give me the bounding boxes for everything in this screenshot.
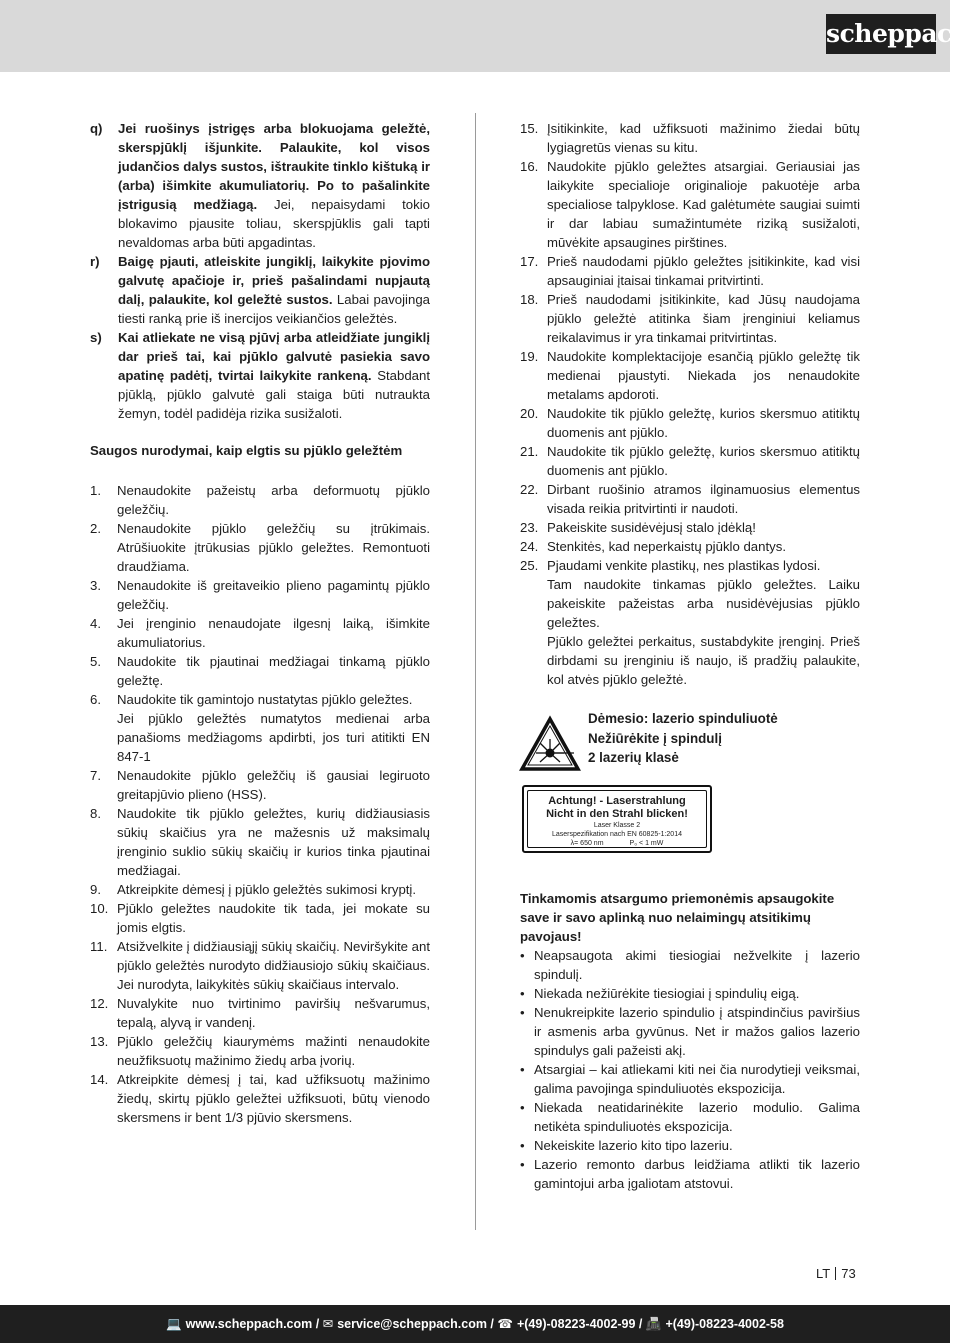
list-item — [520, 518, 860, 537]
bullet-text: Neapsaugota akimi tiesiogiai nežvelkite į lazerio spindulį. — [534, 948, 860, 982]
item-number: 6. — [90, 692, 101, 707]
item-number: 18. — [520, 292, 539, 307]
list-item — [520, 252, 860, 290]
item-number: 11. — [90, 939, 108, 954]
left-column — [90, 119, 430, 1127]
laser-warning-icon — [520, 717, 580, 771]
item-text: Nuvalykite nuo tvirtinimo paviršių nešvarumus, tepalą, alyvą ir vandenį. — [117, 996, 430, 1030]
item-bold-text: Jei ruošinys įstrigęs arba blokuojama geležtė, skerspjūklį išjunkite. Palaukite, kol visos judančios dalys sustos, ištraukite tinklo kištuką ir (arba) išimkite akumuliatorių. Po to pašalinkite įstrigusią medžiagą. — [118, 121, 430, 212]
item-number: 24. — [520, 539, 539, 554]
list-item — [90, 576, 430, 614]
brand-logo: scheppach — [826, 14, 936, 54]
item-text: Nenaudokite iš greitaveikio plieno pagamintų pjūklo geležčių. — [117, 578, 430, 612]
item-text: Atkreipkite dėmesį į tai, kad užfiksuotų mažinimo žiedų, skirtų pjūklo geležtei užfiksuoti, būtų vienodo skersmens ir bent 1/3 pjūvio skersmens. — [117, 1072, 430, 1125]
list-item — [90, 519, 430, 576]
bullet-text: Nenukreipkite lazerio spindulio į atspindinčius paviršius ir asmenis arba gyvūnus. Net ir mažos galios lazerio spindulys gali pažeisti akį. — [534, 1005, 860, 1058]
item-text: Atkreipkite dėmesį į pjūklo geležtės sukimosi kryptį. — [117, 882, 417, 897]
bullet-item: • Nekeiskite lazerio kito tipo lazeriu. — [520, 1136, 860, 1155]
item-number: 16. — [520, 159, 539, 174]
label-line: Laser Klasse 2 — [593, 822, 641, 829]
list-item — [520, 157, 860, 252]
bullet-text: Nekeiskite lazerio kito tipo lazeriu. — [534, 1138, 733, 1153]
list-item — [90, 880, 430, 899]
item-bold-text: Kai atliekate ne visą pjūvį arba atleidžiate jungiklį dar prieš tai, kai pjūklo galvutė pasiekia savo apatinę padėtį, tvirtai laikykite rankeną. — [118, 330, 430, 383]
footer-bar — [0, 1305, 950, 1343]
list-item — [90, 766, 430, 804]
item-number: 22. — [520, 482, 539, 497]
item-number: 5. — [90, 654, 101, 669]
item-bold-text: Baigę pjauti, atleiskite jungiklį, laikykite pjovimo galvutę apačioje ir, prieš pašalindami nupjautą dalį, palaukite, kol geležtė sustos. — [118, 254, 430, 307]
item-number: 19. — [520, 349, 539, 364]
item-text: Jei, nepaisydami tokio blokavimo pjausite toliau, skerspjūklis gali tapti nevaldomas arba būti apgadintas. — [118, 197, 430, 250]
list-item — [90, 994, 430, 1032]
page-language: LT — [816, 1266, 831, 1281]
item-number: 17. — [520, 254, 539, 269]
mail-icon: ✉ — [322, 1317, 334, 1331]
item-label: s) — [90, 330, 102, 345]
item-text: Dirbant ruošinio atramos ilginamuosius elementus visada reikia pritvirtinti ir naudoti. — [547, 482, 860, 516]
list-item — [90, 1032, 430, 1070]
item-number: 20. — [520, 406, 539, 421]
item-number: 9. — [90, 882, 101, 897]
item-text: Pjaudami venkite plastikų, nes plastikas lydosi. — [547, 558, 821, 573]
item-text: Prieš naudodami pjūklo geležtes įsitikinkite, kad visi apsauginiai įtaisai tinkamai pritvirtinti. — [547, 254, 860, 288]
laser-warning-block — [520, 709, 860, 889]
item-number: 23. — [520, 520, 539, 535]
item-text: Stabdant pjūklą, pjūklo galvutė gali staiga būti nutraukta žemyn, todėl padidėja rizika susižaloti. — [118, 368, 430, 421]
item-label: q) — [90, 121, 103, 136]
item-number: 2. — [90, 521, 101, 536]
label-power: P₀ < 1 mW — [629, 840, 664, 847]
item-number: 7. — [90, 768, 101, 783]
item-text: Prieš naudodami įsitikinkite, kad Jūsų naudojama pjūklo geležtė atitinka šiam įrenginiui keliamus reikalavimus ir yra tinkamai pritvirtintas. — [547, 292, 860, 345]
item-text: Naudokite tik pjūklo geležtes, kurių didžiausiasis sūkių skaičius yra ne mažesnis už maksimalų įrenginio suklio sūkių skaičių ir kurios tinka pjautinai medžiagai. — [117, 806, 430, 878]
list-item — [520, 119, 860, 157]
footer-fax[interactable]: +(49)-08223-4002-58 — [665, 1317, 784, 1331]
item-text: Naudokite tik pjūklo geležtę, kurios skersmuo atitiktų duomenis ant pjūklo. — [547, 444, 860, 478]
label-line: Laserspezifikation nach EN 60825-1:2014 — [552, 831, 682, 838]
section-heading: Saugos nurodymai, kaip elgtis su pjūklo geležtėm — [90, 443, 403, 458]
item-number: 1. — [90, 483, 101, 498]
item-text-continued: Tam naudokite tinkamas pjūklo geležtes. Laiku pakeiskite pažeistas arba nusidėvėjusias pjūklo geležtes. — [547, 577, 860, 630]
bullet-item: • Neapsaugota akimi tiesiogiai nežvelkite į lazerio spindulį. — [520, 948, 860, 982]
list-item — [520, 442, 860, 480]
item-text: Naudokite tik pjūklo geležtę, kurios skersmuo atitiktų duomenis ant pjūklo. — [547, 406, 860, 440]
footer-email[interactable]: service@scheppach.com / — [337, 1317, 494, 1331]
item-number: 8. — [90, 806, 101, 821]
laser-class-label — [522, 785, 712, 853]
warning-line: Dėmesio: lazerio spinduliuotė — [588, 711, 778, 726]
computer-icon: 💻 — [166, 1317, 182, 1331]
list-item — [520, 537, 860, 556]
bullet-item: • Atsargiai – kai atliekami kiti nei čia nurodytieji veiksmai, galima pavojinga spinduliuotės ekspozicija. — [520, 1062, 860, 1096]
list-item — [520, 290, 860, 347]
phone-icon: ☎ — [497, 1317, 513, 1331]
header-bar — [0, 0, 969, 72]
item-text-continued: Pjūklo geležtei perkaitus, sustabdykite įrenginį. Prieš dirbdami su įrenginiu iš naujo, iš pradžių palaukite, kol atvės pjūklo geležtė. — [547, 634, 860, 687]
bullet-text: Lazerio remonto darbus leidžiama atlikti tik lazerio gamintojui arba įgaliotam atstovui. — [534, 1157, 860, 1191]
column-divider — [475, 113, 476, 1230]
list-item — [90, 652, 430, 690]
item-number: 12. — [90, 996, 109, 1011]
item-number: 3. — [90, 578, 101, 593]
list-item — [520, 480, 860, 518]
bullet-text: Niekada nežiūrėkite tiesiogiai į spindulių eigą. — [534, 986, 800, 1001]
item-number: 4. — [90, 616, 101, 631]
footer-phone[interactable]: +(49)-08223-4002-99 / — [516, 1317, 643, 1331]
item-text: Įsitikinkite, kad užfiksuoti mažinimo žiedai būtų lygiagretūs vienas su kitu. — [547, 121, 860, 155]
page-number-value: 73 — [841, 1266, 856, 1281]
fax-icon: 📠 — [645, 1317, 662, 1331]
item-text: Labai pavojinga tiesti ranką prie iš inercijos veikiančios geležtės. — [118, 292, 430, 326]
laser-warning-text — [588, 709, 778, 768]
list-item — [520, 556, 860, 689]
list-item — [520, 347, 860, 404]
list-item — [90, 937, 430, 994]
list-item — [90, 614, 430, 652]
label-wavelength: λ= 650 nm — [570, 840, 604, 847]
item-text: Naudokite komplektacijoje esančią pjūklo geležtę tik medienai pjaustyti. Niekada jos nenaudokite metalams apdoroti. — [547, 349, 860, 402]
item-number: 25. — [520, 558, 539, 573]
item-number: 13. — [90, 1034, 109, 1049]
bullet-text: Atsargiai – kai atliekami kiti nei čia nurodytieji veiksmai, galima pavojinga spinduliuotės ekspozicija. — [534, 1062, 860, 1096]
list-item — [90, 1070, 430, 1127]
item-text: Stenkitės, kad neperkaistų pjūklo dantys. — [547, 539, 786, 554]
page-number — [816, 1266, 856, 1281]
item-number: 21. — [520, 444, 539, 459]
item-text: Pjūklo geležtes naudokite tik tada, jei mokate su jomis elgtis. — [117, 901, 430, 935]
footer-website[interactable]: www.scheppach.com / — [185, 1317, 320, 1331]
item-number: 10. — [90, 901, 109, 916]
list-item — [520, 404, 860, 442]
bullet-item: • Niekada nežiūrėkite tiesiogiai į spindulių eigą. — [520, 984, 860, 1003]
bullet-item: • Nenukreipkite lazerio spindulio į atspindinčius paviršius ir asmenis arba gyvūnus. Net ir mažos galios lazerio spindulys gali pažeisti akį. — [520, 1005, 860, 1058]
warning-line: Nežiūrėkite į spindulį — [588, 730, 722, 746]
list-item — [90, 690, 430, 766]
list-item-r — [90, 252, 430, 328]
list-item — [90, 804, 430, 880]
warning-line: 2 lazerių klasė — [588, 750, 679, 765]
list-item — [90, 899, 430, 937]
item-text-continued: Jei pjūklo geležtės numatytos medienai arba panašioms medžiagoms apdirbti, jos turi atitikti EN 847-1 — [117, 711, 430, 764]
section-title: Tinkamomis atsargumo priemonėmis apsaugokite save ir savo aplinką nuo nelaimingų atsitikimų pavojaus! — [520, 891, 835, 944]
list-item — [90, 481, 430, 519]
bullet-item: • Lazerio remonto darbus leidžiama atlikti tik lazerio gamintojui arba įgaliotam atstovui. — [520, 1157, 860, 1191]
list-item-q — [90, 119, 430, 252]
item-text: Naudokite pjūklo geležtes atsargiai. Geriausiai jas laikykite specialioje originalioje pakuotėje arba specialiose talpyklose. Kad galėtumėte saugiai suimti ir dar labiau sumažintumėte riziką susižaloti, mūvėkite apsaugines pirštines. — [547, 159, 860, 250]
item-label: r) — [90, 254, 100, 269]
item-text: Pjūklo geležčių kiaurymėms mažinti nenaudokite neužfiksuotų mažinimo žiedų arba įvorių. — [117, 1034, 430, 1068]
item-text: Nenaudokite pažeistų arba deformuotų pjūklo geležčių. — [117, 483, 430, 517]
item-number: 14. — [90, 1072, 109, 1087]
bullet-text: Niekada neatidarinėkite lazerio modulio. Galima netikėta spinduliuotės ekspozicija. — [534, 1100, 860, 1134]
item-text: Nenaudokite pjūklo geležčių iš gausiai legiruoto greitapjūvio plieno (HSS). — [117, 768, 430, 802]
label-line: Nicht in den Strahl blicken! — [546, 808, 688, 820]
item-text: Jei įrenginio nenaudojate ilgesnį laiką, išimkite akumuliatorius. — [117, 616, 430, 650]
label-line: Achtung! - Laserstrahlung — [548, 795, 686, 807]
bullet-item: • Niekada neatidarinėkite lazerio modulio. Galima netikėta spinduliuotės ekspozicija. — [520, 1100, 860, 1134]
item-number: 15. — [520, 121, 539, 136]
list-item-s — [90, 328, 430, 423]
item-text: Pakeiskite susidėvėjusį stalo įdėklą! — [547, 520, 756, 535]
right-column — [520, 119, 860, 1193]
item-text: Nenaudokite pjūklo geležčių su įtrūkimais. Atrūšiuokite įtrūkusias pjūklo geležtes. Remontuoti draudžiama. — [117, 521, 430, 574]
item-text: Naudokite tik gamintojo nustatytas pjūklo geležtes. — [117, 692, 413, 707]
item-text: Naudokite tik pjautinai medžiagai tinkamą pjūklo geležtę. — [117, 654, 430, 688]
item-text: Atsižvelkite į didžiausiąjį sūkių skaičių. Neviršykite ant pjūklo geležtės nurodyto didžiausiojo sūkių skaičiaus. Jei nurodyta, laikykitės sūkių skaičiaus intervalo. — [117, 939, 430, 992]
